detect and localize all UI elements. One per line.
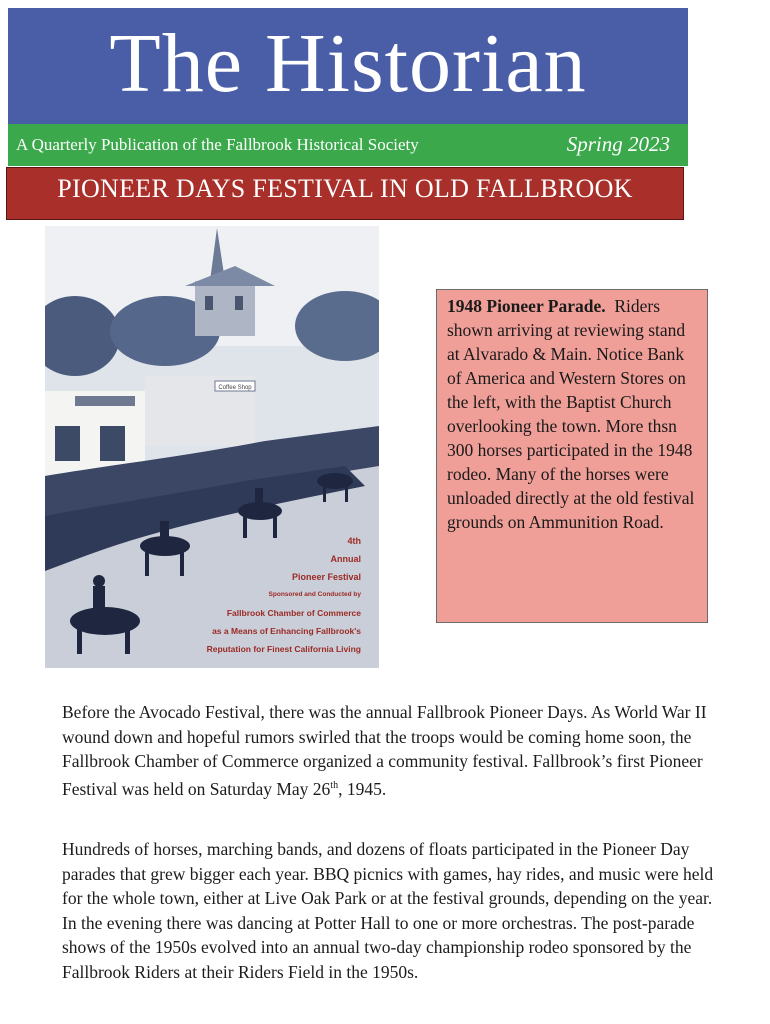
coffee-shop-sign: Coffee Shop (218, 385, 252, 391)
ordinal-suffix: th (330, 779, 339, 791)
issue-label: Spring 2023 (566, 132, 670, 156)
photo-caption (447, 294, 699, 534)
caption-body: Riders shown arriving at reviewing stand at Alvarado & Main. Notice Bank of America and Western Stores on the left, with the Baptist Church overlooking the town. More thsn 300 horses participated in the 1948 rodeo. Many of the horses were unloaded directly at the old festival grounds on Ammunition Road. (447, 296, 695, 532)
program-line: as a Means of Enhancing Fallbrook's (212, 626, 361, 636)
program-line: 4th (347, 536, 361, 546)
program-line: Reputation for Finest California Living (206, 644, 361, 654)
article-paragraph-1 (62, 700, 717, 801)
headline: PIONEER DAYS FESTIVAL IN OLD FALLBROOK (57, 174, 633, 203)
publication-title: The Historian (109, 17, 587, 110)
caption-lead: 1948 Pioneer Parade. (447, 296, 606, 316)
program-line: Fallbrook Chamber of Commerce (226, 608, 361, 618)
paragraph-text: Before the Avocado Festival, there was the annual Fallbrook Pioneer Days. As World War II wound down and hopeful rumors swirled that the troops would be coming home soon, the Fallbrook Chamber of Commerce organized a community festival. Fallbrook’s first Pioneer Festival was held on Saturday May 26 (62, 702, 707, 799)
photo-caption-box (436, 289, 708, 623)
program-line: Sponsored and Conducted by (268, 591, 361, 598)
masthead (8, 8, 688, 124)
program-line: Annual (330, 554, 361, 564)
headline-banner (6, 167, 684, 220)
paragraph-text-end: , 1945. (338, 778, 387, 799)
publication-subtitle: A Quarterly Publication of the Fallbrook Historical Society (16, 135, 419, 154)
subtitle-bar (8, 124, 688, 166)
program-line: Pioneer Festival (291, 572, 361, 582)
parade-photo (45, 226, 379, 668)
article-paragraph-2: Hundreds of horses, marching bands, and dozens of floats participated in the Pioneer Day parades that grew bigger each year. BBQ picnics with games, hay rides, and music were held for the whole town, either at Live Oak Park or at the festival grounds, depending on the year. In the evening there was dancing at Potter Hall to one or more orchestras. The post-parade shows of the 1950s evolved into an annual two-day championship rodeo sponsored by the Fallbrook Riders at their Riders Field in the 1950s. (62, 839, 714, 982)
